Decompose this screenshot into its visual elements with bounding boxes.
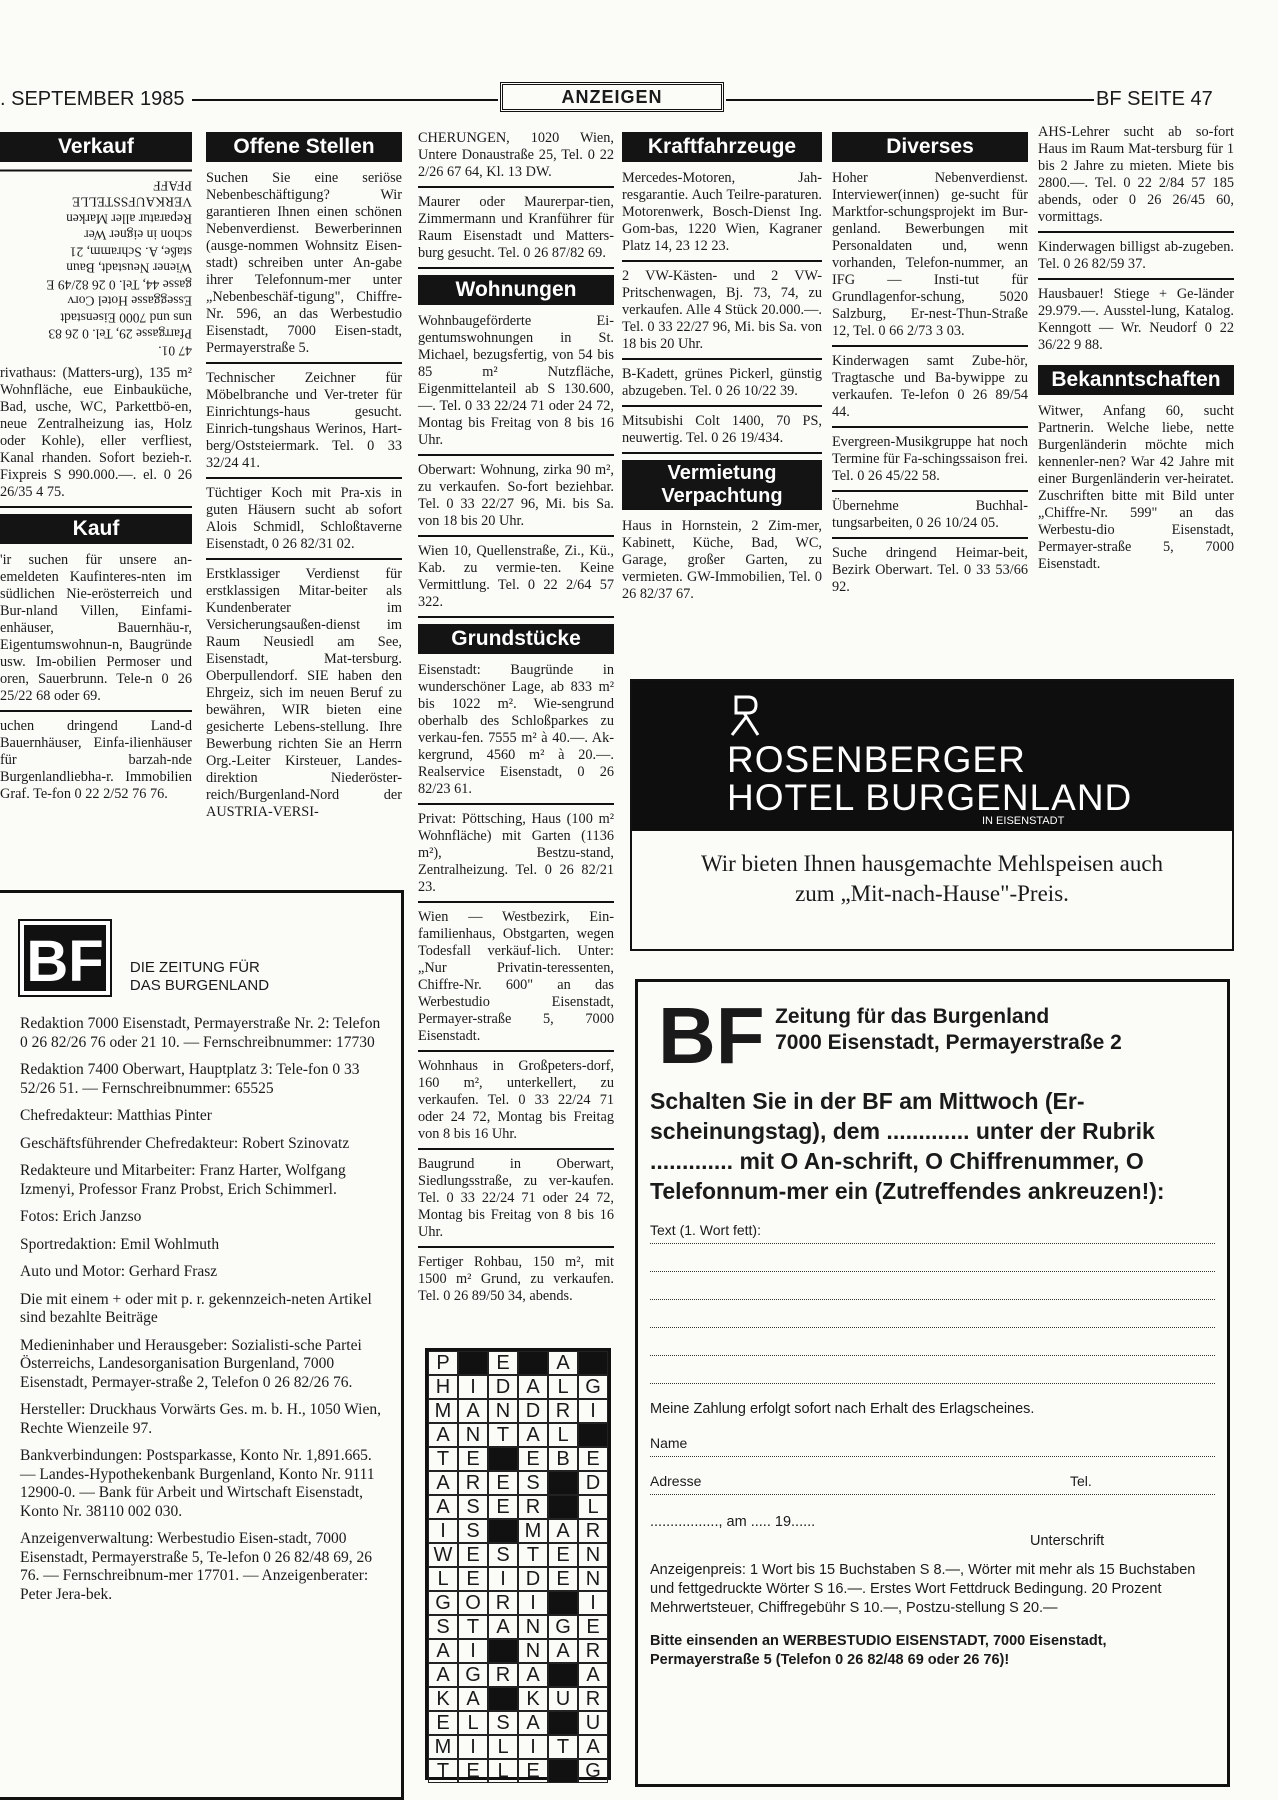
crossword-cell: A: [428, 1663, 458, 1687]
crossword-cell: S: [428, 1615, 458, 1639]
impressum-geschaeftsfuehrer: Geschäftsführender Chefredakteur: Robert Szinovatz: [20, 1134, 350, 1152]
form-date-line[interactable]: ................., am ..... 19......: [650, 1514, 816, 1530]
crossword-cell: N: [458, 1423, 488, 1447]
form-text-line-4[interactable]: [650, 1300, 1215, 1328]
ad-ahs-lehrer: AHS-Lehrer sucht ab so-fort Haus im Raum Mat-tersburg für 1 bis 2 Jahre zu mieten. Miete bis 2800.—. Tel. 0 22 2/84 57 185 abends, oder 0 26 26/45 60, vormittags.: [1038, 124, 1234, 233]
crossword-cell: I: [578, 1399, 608, 1423]
crossword-cell: G: [578, 1759, 608, 1783]
ad-suchen-dringend: uchen dringend Land-d Bauernhäuser, Einfa-ilienhäuser für barzah-nde Burgenlandliebha-r. Immobilien Graf. Te-fon 0 22 2/52 76 76.: [0, 717, 192, 802]
form-send-address: Bitte einsenden an WERBESTUDIO EISENSTADT, 7000 Eisenstadt, Permayerstraße 5 (Telefon 0 26 82/48 69 oder 26 76)!: [650, 1633, 1107, 1668]
crossword-cell: E: [578, 1447, 608, 1471]
ad-heimarbeit: Suche dringend Heimar-beit, Bezirk Oberwart. Tel. 0 33 53/66 92.: [832, 545, 1028, 595]
column-3: [418, 130, 614, 1305]
crossword-cell: [488, 1447, 518, 1471]
crossword-cell: R: [458, 1471, 488, 1495]
crossword-cell: I: [488, 1567, 518, 1591]
crossword-cell: [548, 1759, 578, 1783]
column-4: [622, 130, 822, 603]
crossword-cell: E: [458, 1759, 488, 1783]
crossword-cell: [488, 1519, 518, 1543]
ad-grosspetersdorf: Wohnhaus in Großpeters-dorf, 160 m², unterkellert, zu verkaufen. Tel. 0 33 22/24 71 oder 24 72, Montag bis Freitag von 8 bis 16 Uhr.: [418, 1058, 614, 1150]
crossword-cell: N: [488, 1399, 518, 1423]
crossword-cell: N: [518, 1615, 548, 1639]
impressum-herausgeber: Medieninhaber und Herausgeber: Sozialisti-sche Partei Österreichs, Landesorganisation Burgenland, 7000 Eisenstadt, Permayer-straße 2, Telefon 0 26 82/26 76.: [20, 1336, 362, 1391]
crossword-cell: T: [488, 1423, 518, 1447]
issue-date: . SEPTEMBER 1985: [0, 88, 185, 110]
ad-verdienst: Erstklassiger Verdienst für erstklassigen Mitar-beiter als Kundenberater im Versicherungsaußen-dienst im Raum Neusiedl am See, Eisenstadt, Mat-tersburg. Oberpullendorf. SIE haben den Ehrgeiz, sich im neuen Beruf zu bewähren, WIR bieten eine gesicherte Lebens-stellung. Ihre Bewerbung richten Sie an Herrn Org.-Leiter Kirsteuer, Landes-direktion Niederöster-reich/Burgenland-Nord der AUSTRIA-VERSI-: [206, 566, 402, 820]
crossword-cell: D: [578, 1471, 608, 1495]
header-rule-right: [726, 99, 1094, 101]
crossword-cell: D: [518, 1567, 548, 1591]
crossword-cell: A: [518, 1663, 548, 1687]
crossword-cell: A: [458, 1687, 488, 1711]
form-bf-logo: BF: [658, 991, 765, 1080]
section-title: ANZEIGEN: [500, 82, 724, 112]
crossword-cell: N: [578, 1567, 608, 1591]
crossword-cell: E: [488, 1471, 518, 1495]
crossword-cell: N: [578, 1543, 608, 1567]
form-text-line-2[interactable]: [650, 1244, 1215, 1272]
crossword-cell: S: [518, 1471, 548, 1495]
crossword-cell: H: [428, 1375, 458, 1399]
ad-evergreen: Evergreen-Musikgruppe hat noch Termine für Fa-schingssaison frei. Tel. 0 26 45/22 58.: [832, 434, 1028, 492]
banner-diverses: Diverses: [832, 132, 1028, 162]
crossword-cell: B: [548, 1447, 578, 1471]
crossword-cell: L: [488, 1735, 518, 1759]
crossword-cell: I: [518, 1735, 548, 1759]
form-text-label: Text (1. Wort fett):: [650, 1222, 761, 1238]
impressum-auto: Auto und Motor: Gerhard Frasz: [20, 1263, 218, 1281]
crossword-cell: I: [458, 1375, 488, 1399]
column-6: [1038, 124, 1234, 573]
ad-witwer: Witwer, Anfang 60, sucht Partnerin. Welche liebe, nette Burgenländerin möchte mich kennenler-nen? War 42 Jahre mit einer Burgenländerin ver-heiratet. Zuschriften bitte mit Bild unter „Chiffre-Nr. 599" an das Werbestu-dio Eisenstadt, Permayer-straße 5, 7000 Eisenstadt.: [1038, 403, 1234, 572]
crossword-cell: N: [518, 1639, 548, 1663]
ad-wien10: Wien 10, Quellenstraße, Zi., Kü., Kab. zu vermie-ten. Keine Vermittlung. Tel. 0 22 2/64 57 322.: [418, 543, 614, 618]
crossword-cell: [488, 1687, 518, 1711]
crossword-cell: [548, 1663, 578, 1687]
banner-kraftfahrzeuge: Kraftfahrzeuge: [622, 132, 822, 162]
crossword-cell: D: [488, 1375, 518, 1399]
crossword-cell: [578, 1351, 608, 1375]
crossword-cell: D: [518, 1399, 548, 1423]
crossword-cell: A: [518, 1423, 548, 1447]
crossword-cell: A: [518, 1711, 548, 1735]
form-address-field[interactable]: [650, 1467, 1215, 1495]
mirrored-ad: 47 01. Pfarrgasse 29, Tel. 0 26 83 uns und 7000 Eisenstadt Esseggasse Hotel Corv gasse 44, Tel. 0 26 82/49 E Wiener Neustadt, Baun staße, A. Schramm, 21 schon in eigner Wer Reparatur aller Marken VERKAUFSSTELLE PFAFF: [0, 170, 192, 359]
ad-wir-suchen: 'ir suchen für unsere an-emeldeten Kaufinteres-nten im südlichen Nie-erösterreich und Bur-nland Villen, Einfami-enhäuser, Bauernhäu-r, Eigentumswohnun-n, Baugründe usw. Im-obilien Permoser und oren, Sauerbrunn. Tele-n 0 26 25/22 68 oder 69.: [0, 552, 192, 712]
form-text-line-5[interactable]: [650, 1328, 1215, 1356]
column-1: [0, 130, 192, 803]
crossword-cell: I: [578, 1591, 608, 1615]
crossword-cell: L: [458, 1711, 488, 1735]
crossword-cell: R: [548, 1399, 578, 1423]
form-address-label: Adresse: [650, 1473, 702, 1489]
tagline-line1: DIE ZEITUNG FÜR: [129, 959, 260, 977]
crossword-cell: I: [518, 1591, 548, 1615]
ad-oberwart: Oberwart: Wohnung, zirka 90 m², zu verkaufen. So-fort beziehbar. Tel. 0 33 22/27 96, Mi. bis Sa. von 18 bis 20 Uhr.: [418, 462, 614, 537]
crossword-cell: A: [518, 1375, 548, 1399]
hotel-ad: [630, 679, 1234, 951]
crossword-cell: U: [548, 1687, 578, 1711]
impressum-box: [0, 890, 404, 1800]
impressum-anzeigen: Anzeigenverwaltung: Werbestudio Eisen-stadt, 7000 Eisenstadt, Permayerstraße 5, Te-lefon 0 26 82/48 69, 26 76. — Fernschreibnum-mer 17701. — Anzeigenberater: Peter Jera-bek.: [20, 1530, 373, 1603]
crossword-cell: A: [548, 1519, 578, 1543]
ad-vw: 2 VW-Kästen- und 2 VW-Pritschenwagen, Bj. 73, 74, zu verkaufen. Alle 4 Stück 20.000.—. Tel. 0 33 22/27 96, Mi. bis Sa. von 18 bis 20 Uhr.: [622, 268, 822, 360]
crossword-cell: R: [518, 1495, 548, 1519]
hotel-location: IN EISENSTADT: [982, 815, 1065, 827]
crossword-cell: R: [488, 1663, 518, 1687]
form-name-label: Name: [650, 1435, 688, 1451]
crossword-cell: A: [548, 1639, 578, 1663]
ad-privathaus: rivathaus: (Matters-urg), 135 m² Wohnfläche, eue Einbauküche, Bad, usche, WC, Parkettbö-en, neue Zentralheizung ias, Holz oder Kohle), eller verfliest, Kanal rhanden. Sofort bezieh-r. Fixpreis S 990.000.—. el. 0 26 26/35 4 75.: [0, 365, 192, 508]
ad-rohbau: Fertiger Rohbau, 150 m², mit 1500 m² Grund, zu verkaufen. Tel. 0 26 89/50 34, abends.: [418, 1254, 614, 1304]
ad-versicherung-cont: CHERUNGEN, 1020 Wien, Untere Donaustraße 25, Tel. 0 22 2/26 67 64, Kl. 13 DW.: [418, 130, 614, 188]
crossword-cell: T: [458, 1615, 488, 1639]
crossword-cell: K: [428, 1687, 458, 1711]
form-text-field[interactable]: [650, 1216, 1215, 1244]
impressum-hersteller: Hersteller: Druckhaus Vorwärts Ges. m. b. H., 1050 Wien, Rechte Wienzeile 97.: [20, 1401, 381, 1437]
crossword-cell: [548, 1711, 578, 1735]
form-signature-label: Unterschrift: [1030, 1533, 1105, 1549]
crossword-cell: A: [578, 1663, 608, 1687]
column-5: [832, 130, 1028, 596]
hotel-name-2: HOTEL BURGENLAND: [727, 777, 1133, 818]
form-text-line-3[interactable]: [650, 1272, 1215, 1300]
form-text-line-6[interactable]: [650, 1356, 1215, 1384]
crossword-cell: S: [458, 1495, 488, 1519]
ad-maurer: Maurer oder Maurerpar-tien, Zimmermann und Kranführer für Raum Eisenstadt und Matters-burg gesucht. Tel. 0 26 87/82 69.: [418, 194, 614, 269]
ad-mercedes: Mercedes-Motoren, Jah-resgarantie. Auch Teilre-paraturen. Motorenwerk, Bosch-Dienst Ing. Gom-bas, 1220 Wien, Kagraner Platz 14, 23 12 23.: [622, 170, 822, 262]
ad-mitsubishi: Mitsubishi Colt 1400, 70 PS, neuwertig. Tel. 0 26 19/434.: [622, 413, 822, 454]
crossword-cell: T: [428, 1447, 458, 1471]
banner-offene-stellen: Offene Stellen: [206, 132, 402, 162]
crossword-cell: A: [488, 1615, 518, 1639]
crossword-grid: [425, 1348, 611, 1780]
crossword-cell: L: [578, 1495, 608, 1519]
crossword-cell: A: [578, 1735, 608, 1759]
crossword-cell: [548, 1471, 578, 1495]
impressum-redaktion-eisenstadt: Redaktion 7000 Eisenstadt, Permayerstraße Nr. 2: Telefon 0 26 82/26 76 oder 21 10. — Fernschreibnummer: 17730: [20, 1015, 381, 1051]
crossword-cell: R: [578, 1687, 608, 1711]
crossword-cell: S: [488, 1543, 518, 1567]
hotel-ad-header: [632, 681, 1232, 831]
impressum-bank: Bankverbindungen: Postsparkasse, Konto Nr. 1,891.665. — Landes-Hypothekenbank Burgenland, Konto Nr. 9111 12900-0. — Bank für Arbeit und Wirtschaft Eisenstadt, Konto Nr. 38110 002 030.: [20, 1447, 375, 1520]
crossword-cell: E: [548, 1567, 578, 1591]
crossword-cell: T: [518, 1543, 548, 1567]
hotel-slogan-2: zum „Mit-nach-Hause"-Preis.: [795, 881, 1069, 906]
crossword-cell: E: [518, 1447, 548, 1471]
crossword-cell: E: [488, 1495, 518, 1519]
crossword-cell: U: [578, 1711, 608, 1735]
form-instruction: Schalten Sie in der BF am Mittwoch (Er-scheinungstag), dem ............. unter der Rubrik ............. mit O An-schrift, O Chiffrenummer, O Telefonnum-mer ein (Zutreffendes ankreuzen!):: [650, 1088, 1165, 1204]
crossword-cell: K: [518, 1687, 548, 1711]
crossword-cell: M: [428, 1735, 458, 1759]
crossword-cell: [548, 1591, 578, 1615]
ad-hausbauer: Hausbauer! Stiege + Ge-länder 29.979.—. Ausstel-lung, Katalog. Kenngott — Wr. Neudorf 0 22 36/22 9 88.: [1038, 286, 1234, 353]
crossword-cell: M: [428, 1399, 458, 1423]
crossword-cell: T: [548, 1735, 578, 1759]
crossword-cell: E: [458, 1567, 488, 1591]
crossword-cell: A: [428, 1495, 458, 1519]
crossword-cell: O: [458, 1591, 488, 1615]
hotel-name-1: ROSENBERGER: [727, 739, 1026, 780]
ad-buchhaltung: Übernehme Buchhal-tungsarbeiten, 0 26 10/24 05.: [832, 498, 1028, 539]
form-payment-note: Meine Zahlung erfolgt sofort nach Erhalt des Erlagscheines.: [650, 1401, 1035, 1417]
crossword-cell: A: [428, 1423, 458, 1447]
ad-koch: Tüchtiger Koch mit Pra-xis in guten Häusern sucht ab sofort Alois Schmidl, Schloßtaverne Eisenstadt, 0 26 82/31 02.: [206, 485, 402, 560]
crossword-cell: A: [428, 1471, 458, 1495]
impressum-redaktion-oberwart: Redaktion 7400 Oberwart, Hauptplatz 3: Tele-fon 0 33 52/26 51. — Fernschreibnummer: 65525: [20, 1061, 360, 1097]
ad-poettsching: Privat: Pöttsching, Haus (100 m² Wohnfläche) mit Garten (1136 m²), Bestzu-stand, Zentralheizung. Tel. 0 26 82/21 23.: [418, 811, 614, 903]
crossword-cell: R: [488, 1591, 518, 1615]
banner-grundstuecke: Grundstücke: [418, 624, 614, 654]
crossword-cell: L: [488, 1759, 518, 1783]
crossword-cell: E: [458, 1447, 488, 1471]
form-title-1: Zeitung für das Burgenland: [775, 1005, 1050, 1028]
crossword-cell: E: [578, 1615, 608, 1639]
ad-order-form: [635, 979, 1230, 1787]
form-title-2: 7000 Eisenstadt, Permayerstraße 2: [775, 1031, 1122, 1054]
ad-nebenverdienst: Hoher Nebenverdienst. Interviewer(innen) ge-sucht für Marktfor-schungsprojekt im Bur-genland. Bewerbungen mit Personaldaten und, wenn vorhanden, Telefon-nummer, an IFG — Insti-tut für Grundlagenfor-schung, 5020 Salzburg, Er-nest-Thun-Straße 12, Tel. 0 66 2/73 3 03.: [832, 170, 1028, 347]
crossword-cell: P: [428, 1351, 458, 1375]
form-name-field[interactable]: [650, 1429, 1215, 1457]
crossword-cell: M: [518, 1519, 548, 1543]
ad-nebenbeschaeftigung: Suchen Sie eine seriöse Nebenbeschäftigung? Wir garantieren Ihnen einen schönen Nebenverdienst. Bewerberinnen (ausge-nommen Wohnsitz Eisen-stadt) schreiben unter An-gabe ihrer Telefonnum-mer unter „Nebenbeschäf-tigung", Chiffre-Nr. 596, an das Werbestudio Eisenstadt, 7000 Eisen-stadt, Permayerstraße 5.: [206, 170, 402, 364]
impressum-paid-note: Die mit einem + oder mit p. r. gekennzeich-neten Artikel sind bezahlte Beiträge: [20, 1290, 372, 1327]
crossword-cell: G: [548, 1615, 578, 1639]
column-2: [206, 130, 402, 821]
crossword-cell: [518, 1351, 548, 1375]
banner-vermietung: Vermietung Verpachtung: [622, 460, 822, 510]
banner-verkauf: Verkauf: [0, 132, 192, 162]
ad-kinderwagen-billig: Kinderwagen billigst ab-zugeben. Tel. 0 26 82/59 37.: [1038, 239, 1234, 280]
hotel-slogan: [632, 831, 1232, 909]
impressum-sport: Sportredaktion: Emil Wohlmuth: [20, 1235, 220, 1253]
crossword-cell: [548, 1495, 578, 1519]
crossword-cell: E: [488, 1351, 518, 1375]
form-tel-label: Tel.: [1070, 1473, 1092, 1489]
crossword-cell: R: [578, 1519, 608, 1543]
impressum-fotos: Fotos: Erich Janzso: [20, 1208, 142, 1226]
bf-logo: BF: [20, 921, 110, 995]
crossword-cell: L: [548, 1423, 578, 1447]
ad-wien-westbezirk: Wien — Westbezirk, Ein-familienhaus, Obstgarten, wegen Todesfall verkäuf-lich. Unter: „Nur Privatin-teressenten, Chiffre-Nr. 600" an das Werbestudio Eisenstadt, Permayer-straße 5, 7000 Eisenstadt.: [418, 909, 614, 1052]
crossword-cell: E: [428, 1711, 458, 1735]
crossword-cell: S: [488, 1711, 518, 1735]
crossword-cell: G: [428, 1591, 458, 1615]
impressum-chefredakteur: Chefredakteur: Matthias Pinter: [20, 1107, 212, 1125]
crossword-cell: W: [428, 1543, 458, 1567]
crossword-cell: E: [548, 1543, 578, 1567]
ad-baugrund-oberwart: Baugrund in Oberwart, Siedlungsstraße, zu ver-kaufen. Tel. 0 33 22/24 71 oder 24 72, Montag bis Freitag von 8 bis 16 Uhr.: [418, 1156, 614, 1248]
banner-kauf: Kauf: [0, 514, 192, 544]
crossword-cell: [458, 1351, 488, 1375]
crossword-cell: E: [518, 1759, 548, 1783]
crossword-cell: T: [428, 1759, 458, 1783]
ad-wohnbau: Wohnbaugeförderte Ei-gentumswohnungen in St. Michael, bezugsfertig, von 54 bis 85 m² Nutzfläche, Eigenmittelanteil ab S 130.600,—. Tel. 0 33 22/24 71 oder 24 72, Montag bis Freitag von 8 bis 16 Uhr.: [418, 313, 614, 456]
impressum-redakteure: Redakteure und Mitarbeiter: Franz Harter, Wolfgang Izmenyi, Professor Franz Probst, Erich Schimmerl.: [20, 1162, 346, 1198]
tagline-line2: DAS BURGENLAND: [129, 977, 270, 995]
page-number: BF SEITE 47: [1096, 88, 1213, 110]
ad-kadett: B-Kadett, grünes Pickerl, günstig abzugeben. Tel. 0 26 10/22 39.: [622, 366, 822, 407]
banner-wohnungen: Wohnungen: [418, 275, 614, 305]
form-prices: Anzeigenpreis: 1 Wort bis 15 Buchstaben S 8.—, Wörter mit mehr als 15 Buchstaben und fettgedruckte Wörter S 16.—. Erstes Wort Fettdruck Bedingung. 20 Prozent Mehrwertsteuer, Chiffregebühr S 10.—, Postzu-stellung S 20.—: [650, 1562, 1196, 1616]
ad-kinderwagen: Kinderwagen samt Zube-hör, Tragtasche und Ba-bywippe zu verkaufen. Te-lefon 0 26 89/54 44.: [832, 353, 1028, 428]
header-rule-left: [192, 99, 498, 101]
crossword-cell: [578, 1423, 608, 1447]
ad-technischer-zeichner: Technischer Zeichner für Möbelbranche und Ver-treter für Einrichtungs-haus gesucht. Einrich-tungshaus Werinos, Hart-berg/Oststeiermark. Tel. 0 33 32/24 41.: [206, 370, 402, 479]
crossword-cell: G: [458, 1663, 488, 1687]
crossword-cell: G: [578, 1375, 608, 1399]
form-title: [775, 996, 1122, 1056]
crossword-cell: L: [428, 1567, 458, 1591]
hotel-slogan-1: Wir bieten Ihnen hausgemachte Mehlspeisen auch: [700, 851, 1164, 876]
crossword-cell: R: [578, 1639, 608, 1663]
banner-bekanntschaften: Bekanntschaften: [1038, 365, 1234, 395]
ad-hornstein: Haus in Hornstein, 2 Zim-mer, Kabinett, Küche, Bad, WC, Garage, großer Garten, zu vermieten. GW-Immobilien, Tel. 0 26 82/37 67.: [622, 518, 822, 602]
crossword-cell: L: [548, 1375, 578, 1399]
crossword-cell: I: [458, 1639, 488, 1663]
crossword-cell: S: [458, 1519, 488, 1543]
crossword-cell: A: [428, 1639, 458, 1663]
crossword-cell: E: [458, 1543, 488, 1567]
crossword-cell: A: [458, 1399, 488, 1423]
crossword-cell: I: [458, 1735, 488, 1759]
impressum-tagline: [130, 959, 269, 995]
crossword-cell: [488, 1639, 518, 1663]
crossword-cell: I: [428, 1519, 458, 1543]
ad-eisenstadt-baugruende: Eisenstadt: Baugründe in wunderschöner Lage, ab 833 m² bis 1022 m². Wie-sengrund oberhalb des Schloßparkes zu verkau-fen. 7555 m² à 40.—. Ak-kergrund, 4560 m² à 20.—. Realservice Eisenstadt, 0 26 82/23 61.: [418, 662, 614, 805]
crossword-cell: A: [548, 1351, 578, 1375]
